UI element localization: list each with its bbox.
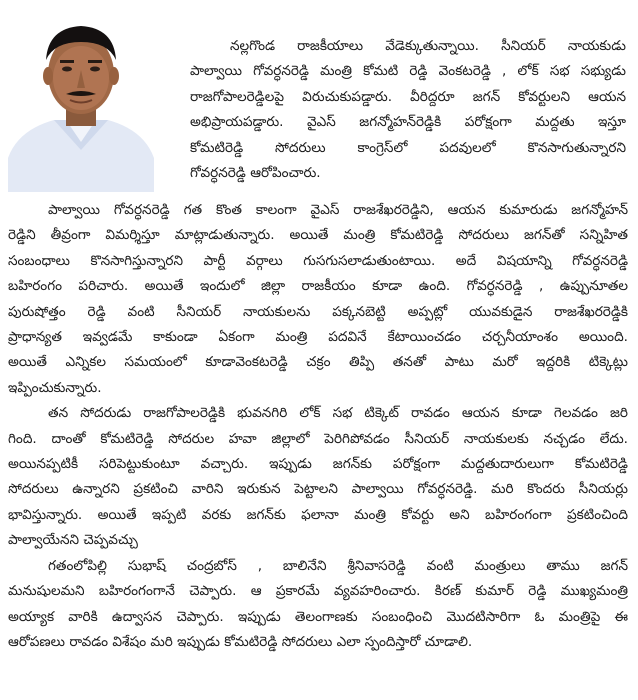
intro-paragraph (190, 34, 626, 186)
text-line: గోవర్ధనరెడ్డి ఆరోపించారు. (190, 165, 321, 182)
text-line: అభిప్రాయపడ్డారు. వైఎస్ జగన్మోహన్‌రెడ్డికి పరోక్షంగా మద్దతు ఇస్తూ (190, 114, 626, 131)
text-line: రాజగోపాలరెడ్డిలపై విరుచుకుపడ్డారు. వీరిద్దరూ జగన్ కోవర్టులని ఆయన (190, 88, 626, 105)
text-line: గింది. దాంతో కోమటిరెడ్డి సోదరుల హవా జిల్లాలో పెరిగిపోవడం సీనియర్ నాయకులకు నచ్చడం లేదు. (8, 430, 628, 447)
text-line: రెడ్డిని తీవ్రంగా విమర్శిస్తూ మాట్లాడుతున్నారు. అయితే మంత్రి కోమటిరెడ్డి సోదరులు జగన్‌తో సన్నిహిత (8, 227, 628, 244)
text-line: ఆరోపణలు రావడం విశేషం మరి ఇప్పుడు కోమటిరెడ్డి సోదరులు ఎలా స్పందిస్తారో చూడాలి. (8, 633, 473, 650)
article-body (8, 198, 628, 655)
paragraph (8, 554, 628, 656)
text-line: భావిస్తున్నారు. అయితే ఇప్పటి వరకు జగన్‌కు ఫలానా మంత్రి కోవర్టు అని బహిరంగంగా ప్రకటించింది (8, 506, 628, 523)
text-line: మనుషులమని బహిరంగంగానే చెప్పారు. ఆ ప్రకారమే వ్యవహరించారు. కిరణ్ కుమార్ రెడ్డి ముఖ్యమంత్రి (8, 583, 628, 600)
text-line: సంబంధాలు కొనసాగిస్తున్నారని పార్టీ వర్గాలు గుసగుసలాడుతుంటాయి. అదే విషయాన్ని గోవర్ధనరెడ్డి (8, 252, 628, 269)
paragraph (8, 198, 628, 401)
person-portrait-icon (8, 8, 154, 192)
text-line: సోదరులు ఉన్నారని ప్రకటించి వారిని ఇరుకున పెట్టాలని పాల్వాయి గోవర్ధనరెడ్డి. మరి కొందరు సీనియర్లు (8, 481, 628, 498)
text-line: పాల్వాయి గోవర్ధనరెడ్డి మంత్రి కోమటి రెడ్డి వెంకటరెడ్డి , లోక్ సభ సభ్యుడు (190, 63, 626, 80)
paragraph (8, 401, 628, 553)
text-line: గతంలోపిల్లి సుభాష్ చంద్రబోస్ , బాలినేని శ్రీనివాసరెడ్డి వంటి మంత్రులు తాము జగన్ (48, 557, 628, 574)
text-line: అయినప్పటికీ సరిపెట్టుకుంటూ వచ్చారు. ఇప్పుడు జగన్‌కు పరోక్షంగా మద్దతుదారులుగా కోమటిరెడ్డి (8, 456, 628, 473)
text-line: అయ్యాక వారికి ఉద్వాసన చెప్పారు. ఇప్పుడు తెలంగాణకు సంబంధించి మొదటిసారిగా ఓ మంత్రిపై ఈ (8, 608, 628, 625)
text-line: నల్లగొండ రాజకీయాలు వేడెక్కుతున్నాయి. సీనియర్ నాయకుడు (230, 38, 626, 54)
text-line: తన సోదరుడు రాజగోపాలరెడ్డికి భువనగిరి లోక్ సభ టిక్కెట్ రావడం ఆయన కూడా గెలవడం జరి (48, 405, 628, 422)
text-line: ప్రాధాన్యత ఇవ్వడమే కాకుండా ఏకంగా మంత్రి పదవినే కేటాయించడం చర్చనీయాంశం అయింది. (8, 329, 628, 346)
text-line: బహిరంగం పరిచారు. అయితే ఇందులో జిల్లా రాజకీయం కూడా ఉంది. గోవర్ధనరెడ్డి , ఉప్పునూతల (8, 278, 628, 295)
text-line: పురుషోత్తం రెడ్డి వంటి సీనియర్ నాయకులను పక్కనబెట్టి అప్పట్లో యువకుడైన రాజశేఖరరెడ్డికి (8, 303, 628, 320)
portrait-photo (8, 8, 154, 192)
text-line: అయితే ఎన్నికల సమయంలో కూడావెంకటరెడ్డి చక్రం తిప్పి తనతో పాటు మరో ఇద్దరికి టిక్కెట్లు (8, 354, 628, 371)
text-line: కోమటిరెడ్డి సోదరులు కాంగ్రెస్‌లో పదవులలో కొనసాగుతున్నారని (190, 139, 626, 156)
text-line: పాల్వాయి గోవర్ధనరెడ్డి గత కొంత కాలంగా వైఎస్ రాజశేఖరరెడ్డిని, ఆయన కుమారుడు జగన్మోహన్ (48, 202, 628, 218)
text-line: ఇప్పించుకున్నారు. (8, 379, 102, 396)
text-line: పాల్వాయేనని చెప్పవచ్చు (8, 532, 138, 549)
